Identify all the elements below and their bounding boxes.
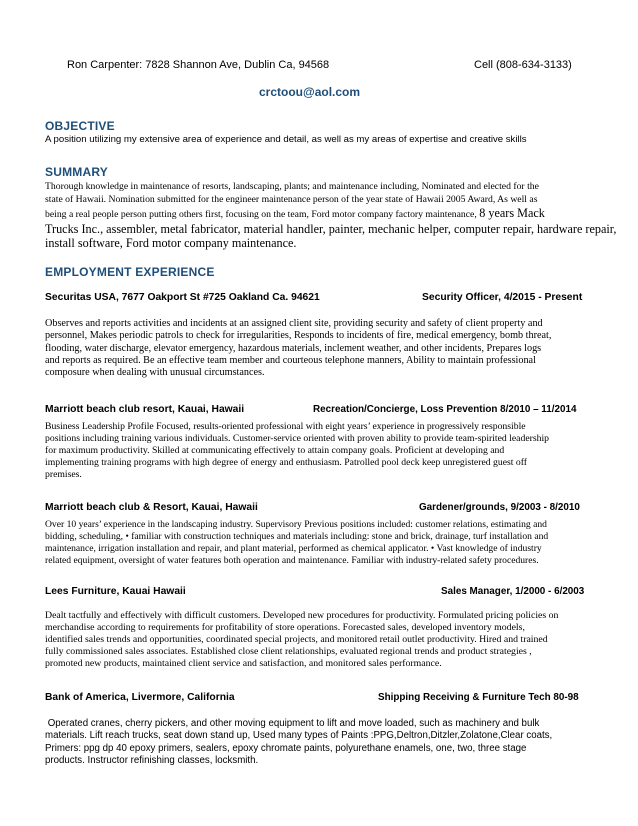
job-line: personnel, Makes periodic patrols to check for irregularities, Responds to incidents of fire, medical emergency, bomb threat, xyxy=(45,330,552,342)
summary-highlight: 8 years Mack xyxy=(479,206,545,220)
job-line: products. Instructor refinishing classes, locksmith. xyxy=(45,754,259,766)
job-line: and reports as required. Be an effective team member and courteous telephone manners, Ability to maintain professional xyxy=(45,354,536,366)
contact-name-address: Ron Carpenter: 7828 Shannon Ave, Dublin Ca, 94568 xyxy=(67,59,330,71)
contact-email: crctoou@aol.com xyxy=(259,85,361,99)
job-employer: Lees Furniture, Kauai Hawaii xyxy=(45,586,186,597)
job-position: Gardener/grounds, 9/2003 - 8/2010 xyxy=(419,502,580,513)
job-description xyxy=(45,318,593,379)
summary-line: Trucks Inc., assembler, metal fabricator, material handler, painter, mechanic helper, computer repair, hardware repair, xyxy=(45,222,617,236)
summary-line: state of Hawaii. Nomination submitted for the engineer maintenance person of the year state of Hawaii 2005 Award, As well as xyxy=(45,193,538,205)
job-description xyxy=(45,421,593,481)
job-line: premises. xyxy=(45,469,82,480)
job-employer: Marriott beach club resort, Kauai, Hawaii xyxy=(45,404,245,415)
job-position: Security Officer, 4/2015 - Present xyxy=(422,292,583,303)
job-position: Shipping Receiving & Furniture Tech 80-98 xyxy=(378,692,579,703)
job-description xyxy=(45,718,593,767)
summary-line: install software, Ford motor company maintenance. xyxy=(45,236,297,250)
job-line: Business Leadership Profile Focused, results-oriented professional with eight years’ experience in progressively responsible xyxy=(45,421,526,432)
job-line: flooding, water discharge, elevator emergency, hazardous materials, inclement weather, and other incidents, Prepares logs xyxy=(45,342,542,354)
objective-heading: OBJECTIVE xyxy=(45,119,115,133)
job-line: promoted new products, maintained client service and satisfaction, and monitored sales performance. xyxy=(45,658,442,669)
summary-line xyxy=(45,206,593,222)
objective-text: A position utilizing my extensive area of experience and detail, as well as my areas of expertise and creative skills xyxy=(45,134,527,145)
job-employer: Marriott beach club & Resort, Kauai, Hawaii xyxy=(45,502,258,513)
job-line: bidding, scheduling, • familiar with construction techniques and materials including: stone and brick, drainage, turf installation and xyxy=(45,531,549,542)
summary-line-text: being a real people person putting others first, focusing on the team, Ford motor company factory maintenance, xyxy=(45,209,477,220)
job-line: positions including training various individuals. Customer-service oriented with proven ability to provide team-spirited leadership xyxy=(45,433,549,444)
job-line: identified sales trends and opportunities, coordinated special projects, and monitored retail outlet productivity. Hired and trained xyxy=(45,634,548,645)
job-line: Over 10 years’ experience in the landscaping industry. Supervisory Previous positions included: customer relations, estimating and xyxy=(45,519,547,530)
summary-heading: SUMMARY xyxy=(45,165,108,179)
job-line: Observes and reports activities and incidents at an assigned client site, providing security and safety of client property and xyxy=(45,318,543,329)
job-line: maintenance, irrigation installation and repair, and plant material, performed as chemical applicator. • Vast knowledge of industry xyxy=(45,543,542,554)
job-line: for maximum productivity. Skilled at communicating effectively to attain company goals. Proficient at developing and xyxy=(45,445,505,456)
job-line: implementing training programs with high degree of energy and enthusiasm. Patrolled pool deck keep unregistered guest off xyxy=(45,457,528,468)
job-line: Dealt tactfully and effectively with difficult customers. Developed new procedures for productivity. Formulated pricing policies on xyxy=(45,610,559,621)
job-line: Primers: ppg dp 40 epoxy primers, sealers, epoxy chromate paints, polyurethane enamels, one, two, three stage xyxy=(45,742,527,754)
job-line: composure when dealing with unusual circumstances. xyxy=(45,367,265,379)
job-description xyxy=(45,519,593,567)
summary-line: Thorough knowledge in maintenance of resorts, landscaping, plants; and maintenance including, Nominated and elected for the xyxy=(45,181,539,192)
job-position: Sales Manager, 1/2000 - 6/2003 xyxy=(441,586,585,597)
job-line: merchandise according to requirements for profitability of store operations. Forecasted sales, developed inventory models, xyxy=(45,622,525,633)
job-position: Recreation/Concierge, Loss Prevention 8/2010 – 11/2014 xyxy=(313,404,577,415)
job-line: materials. Lift reach trucks, seat down stand up, Used many types of Paints :PPG,Deltron,Ditzler,Zolatone,Clear coats, xyxy=(45,730,553,742)
job-employer: Securitas USA, 7677 Oakport St #725 Oakland Ca. 94621 xyxy=(45,292,320,303)
summary-text xyxy=(45,181,617,250)
employment-heading: EMPLOYMENT EXPERIENCE xyxy=(45,265,215,279)
job-description xyxy=(45,610,593,670)
job-line: related equipment, oversight of water features both operation and maintenance. Familiar with industry-related safety procedures. xyxy=(45,555,539,566)
job-employer: Bank of America, Livermore, California xyxy=(45,692,235,703)
contact-cell: Cell (808-634-3133) xyxy=(474,59,572,71)
job-line: Operated cranes, cherry pickers, and other moving equipment to lift and move loaded, such as machinery and bulk xyxy=(45,718,540,729)
job-line: fully commissioned sales associates. Established close client relationships, evaluated regional trends and product strategies , xyxy=(45,646,532,657)
